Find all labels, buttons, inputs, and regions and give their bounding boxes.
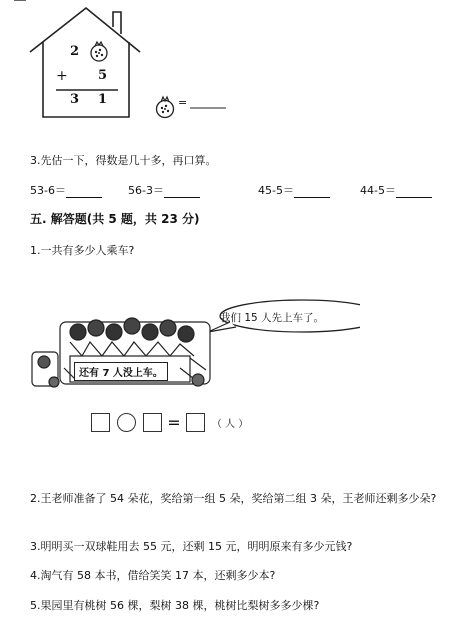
- problem-2-question: 2.王老师准备了 54 朵花，奖给第一组 5 朵，奖给第二组 3 朵，王老师还剩多少朵?: [30, 492, 437, 505]
- estimate-item-text: 56-3＝: [128, 184, 164, 197]
- q3-title: 3.先估一下，得数是几十多，再口算。: [30, 154, 217, 167]
- house-result-tens: 3: [70, 92, 80, 107]
- estimate-item: [258, 182, 330, 198]
- equals-sign: =: [167, 413, 181, 432]
- answer-blank[interactable]: [396, 197, 432, 198]
- sign-text: 还有 7 人没上车。: [74, 362, 168, 381]
- estimate-item-text: 44-5＝: [360, 184, 396, 197]
- answer-blank[interactable]: [294, 197, 330, 198]
- house-plus-sign: +: [56, 68, 68, 84]
- problem-5-question: 5.果园里有桃树 56 棵，梨树 38 棵，桃树比梨树多多少棵?: [30, 599, 320, 612]
- operator-circle[interactable]: [117, 413, 136, 432]
- answer-box[interactable]: [186, 413, 205, 432]
- pomegranate-icon: [153, 95, 177, 119]
- house-outline: [0, 0, 470, 135]
- estimate-item: [360, 182, 432, 198]
- speech-bubble-text: 我们 15 人先上车了。: [220, 312, 325, 324]
- estimate-item-text: 45-5＝: [258, 184, 294, 197]
- unit-label: （ 人 ）: [211, 419, 249, 430]
- problem-4-question: 4.淘气有 58 本书，借给笑笑 17 本，还剩多少本?: [30, 569, 276, 582]
- problem-1-question: 1.一共有多少人乘车?: [30, 244, 135, 257]
- answer-blank[interactable]: [66, 197, 102, 198]
- answer-box[interactable]: [143, 413, 162, 432]
- house-row2-digit: 5: [98, 68, 108, 83]
- answer-blank[interactable]: [164, 197, 200, 198]
- estimate-item: [128, 182, 200, 198]
- answer-equals: =: [178, 96, 188, 109]
- problem-3-question: 3.明明买一双球鞋用去 55 元，还剩 15 元，明明原来有多少元钱?: [30, 540, 353, 553]
- estimate-item: [30, 182, 102, 198]
- answer-box[interactable]: [91, 413, 110, 432]
- estimate-item-text: 53-6＝: [30, 184, 66, 197]
- section-heading: 五. 解答题(共 5 题，共 23 分): [30, 212, 200, 226]
- pomegranate-icon: [88, 40, 110, 62]
- answer-equation: [91, 412, 248, 432]
- house-result-ones: 1: [98, 92, 108, 107]
- house-row1-digit: 2: [70, 44, 80, 59]
